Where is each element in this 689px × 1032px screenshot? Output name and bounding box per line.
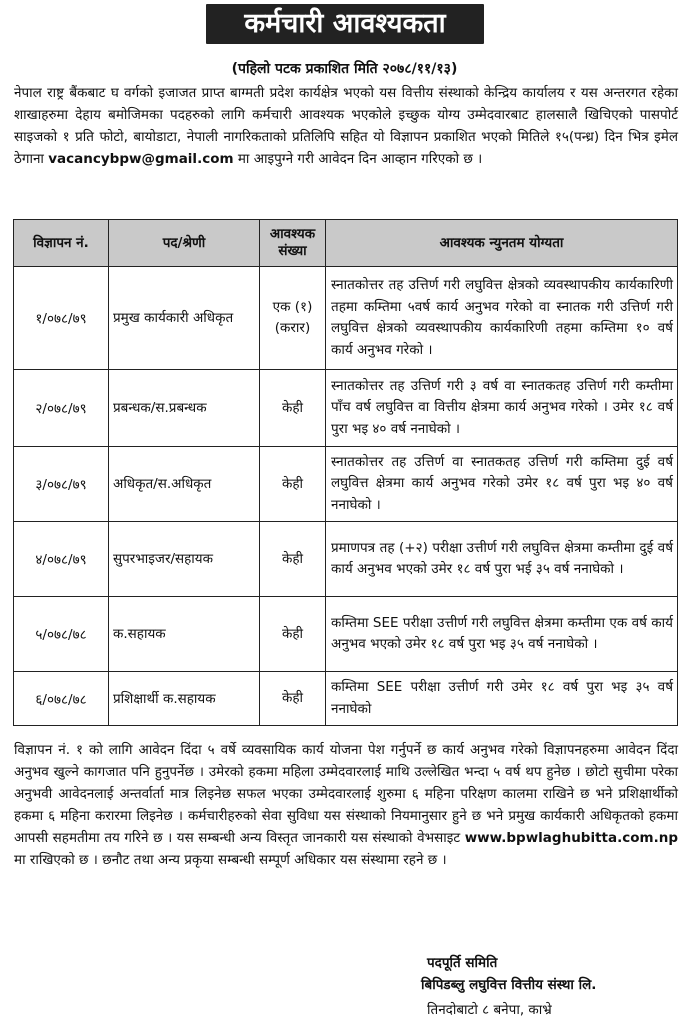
table-row: [14, 447, 678, 522]
ad-number: १/०७८/७९: [14, 267, 109, 370]
table-row: [14, 522, 678, 597]
ad-number: ४/०७८/७९: [14, 522, 109, 597]
table-row: [14, 267, 678, 370]
table-header-row: [14, 220, 678, 267]
table-row: [14, 370, 678, 447]
required-count: केही: [260, 597, 326, 672]
header-count-line2: संख्या: [278, 243, 307, 259]
ad-number: ६/०७८/७८: [14, 672, 109, 726]
qualification: स्नातकोत्तर तह उत्तिर्ण गरी ३ वर्ष वा स्नातकतह उत्तिर्ण गरी कम्तीमा पाँच वर्ष लघुवित्त वा वित्तीय क्षेत्रमा कार्य अनुभव गरेको । उमेर १८ वर्ष पुरा भइ ४० वर्ष ननाघेको ।: [326, 370, 678, 447]
post-name: प्रबन्धक/स.प्रबन्धक: [109, 370, 260, 447]
header-count-line1: आवश्यक: [269, 226, 316, 242]
required-count: केही: [260, 370, 326, 447]
required-count: केही: [260, 447, 326, 522]
post-name: अधिकृत/स.अधिकृत: [109, 447, 260, 522]
post-name: प्रमुख कार्यकारी अधिकृत: [109, 267, 260, 370]
signature-address: तिनदोबाटो ८ बनेपा, काभ्रे: [427, 1002, 552, 1018]
qualification: स्नातकोत्तर तह उत्तिर्ण गरी लघुवित्त क्षेत्रको व्यवस्थापकीय कार्यकारिणी तहमा कम्तिमा ५वर्ष कार्य अनुभव गरेको वा स्नातक गरी उत्तिर्ण गरी लघुवित्त क्षेत्रको व्यवस्थापकीय कार्यकारिणी तहमा कम्तिमा १० वर्ष कार्य अनुभव गरेको ।: [326, 267, 678, 370]
header-qualification: आवश्यक न्युनतम योग्यता: [326, 220, 678, 267]
header-post: पद/श्रेणी: [109, 220, 260, 267]
qualification: कम्तिमा SEE परीक्षा उत्तीर्ण गरी लघुवित्त क्षेत्रमा कम्तीमा एक वर्ष कार्य अनुभव भएको उमेर १८ वर्ष पुरा भइ ३५ वर्ष ननाघेको ।: [326, 597, 678, 672]
page-title: कर्मचारी आवश्यकता: [206, 4, 484, 44]
count-note: (करार): [274, 320, 311, 336]
post-name: प्रशिक्षार्थी क.सहायक: [109, 672, 260, 726]
table-row: [14, 672, 678, 726]
intro-paragraph: [14, 82, 678, 170]
qualification: स्नातकोत्तर तह उत्तिर्ण वा स्नातकतह उत्तिर्ण गरी कम्तिमा दुई वर्ष लघुवित्त क्षेत्रमा कार्य अनुभव गरेको उमेर १८ वर्ष पुरा भइ ४० वर्ष ननाघेको ।: [326, 447, 678, 522]
required-count: केही: [260, 522, 326, 597]
footer-text: विज्ञापन नं. १ को लागि आवेदन दिंदा ५ वर्षे व्यवसायिक कार्य योजना पेश गर्नुपर्ने छ कार्य अनुभव गरेको विज्ञापनहरुमा आवेदन दिंदा अनुभव खुल्ने कागजात पनि हुनुपर्नेछ । उमेरको हकमा महिला उम्मेदवारलाई माथि उल्लेखित भन्दा ५ वर्ष थप हुनेछ । छोटो सुचीमा परेका अनुभवी आवेदनलाई अन्तर्वार्ता मात्र लिइनेछ सफल भएका उम्मेदवारलाई शुरुमा ६ महिना परिक्षण कालमा राखिने छ भने प्रशिक्षार्थीको हकमा ६ महिना करारमा लिइनेछ । कर्मचारीहरुको सेवा सुविधा यस संस्थाको नियमानुसार हुने छ भने प्रमुख कार्यकारी अधिकृतको हकमा आपसी सहमतीमा तय गरिने छ । यस सम्बन्धी अन्य विस्तृत जानकारी यस संस्थाको वेभसाइट: [14, 742, 678, 846]
intro-text-after: मा आइपुग्ने गरी आवेदन दिन आव्हान गरिएको छ ।: [237, 151, 483, 167]
required-count: [260, 267, 326, 370]
ad-number: ५/०७८/७८: [14, 597, 109, 672]
intro-text: नेपाल राष्ट्र बैंकबाट घ वर्गको इजाजत प्राप्त बाग्मती प्रदेश कार्यक्षेत्र भएको यस वित्तीय संस्थाको केन्द्रिय कार्यालय र यस अन्तरगत रहेका शाखाहरुमा देहाय बमोजिमका पदहरुको लागि कर्मचारी आवश्यक भएकोले इच्छुक योग्य उम्मेदवारबाट हालसालै खिचिएको पासपोर्ट साइजको १ प्रति फोटो, बायोडाटा, नेपाली नागरिकताको प्रतिलिपि सहित यो विज्ञापन प्रकाशित भएको मितिले १५(पन्ध्र) दिन भित्र इमेल ठेगाना: [14, 85, 678, 167]
required-count: केही: [260, 672, 326, 726]
table-row: [14, 597, 678, 672]
ad-number: २/०७८/७९: [14, 370, 109, 447]
ad-number: ३/०७८/७९: [14, 447, 109, 522]
post-name: सुपरभाइजर/सहायक: [109, 522, 260, 597]
header-ad-no: विज्ञापन नं.: [14, 220, 109, 267]
footer-text-after: मा राखिएको छ । छनौट तथा अन्य प्रकृया सम्बन्धी सम्पूर्ण अधिकार यस संस्थामा रहने छ ।: [14, 852, 447, 868]
count-value: एक (१): [272, 299, 313, 315]
footer-paragraph: [14, 739, 678, 871]
qualification: प्रमाणपत्र तह (+२) परीक्षा उत्तीर्ण गरी लघुवित्त क्षेत्रमा कम्तीमा दुई वर्ष कार्य अनुभव भएको उमेर १८ वर्ष पुरा भई ३५ वर्ष ननाघेको ।: [326, 522, 678, 597]
post-name: क.सहायक: [109, 597, 260, 672]
qualification: कम्तिमा SEE परीक्षा उत्तीर्ण गरी उमेर १८ वर्ष पुरा भइ ३५ वर्ष ननाघेको: [326, 672, 678, 726]
header-count: [260, 220, 326, 267]
signature-committee: पदपूर्ति समिति: [427, 955, 498, 971]
publish-date: (पहिलो पटक प्रकाशित मिति २०७८/११/१३): [231, 61, 458, 77]
vacancy-table: [13, 219, 678, 726]
signature-organization: बिपिडब्लु लघुवित्त वित्तीय संस्था लि.: [421, 977, 597, 993]
website-url: www.bpwlaghubitta.com.np: [464, 830, 678, 846]
email-address: vacancybpw@gmail.com: [48, 151, 234, 167]
